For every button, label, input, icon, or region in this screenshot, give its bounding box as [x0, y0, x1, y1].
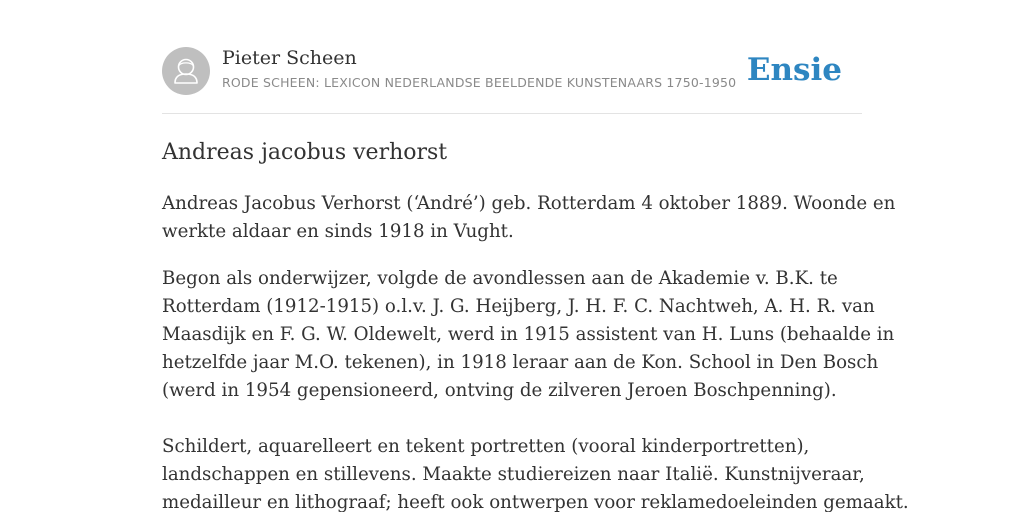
article-title: Andreas jacobus verhorst	[162, 140, 448, 165]
paragraph-line: landschappen en stillevens. Maakte studiereizen naar Italië. Kunstnijveraar,	[162, 464, 865, 485]
paragraph-line: werkte aldaar en sinds 1918 in Vught.	[162, 221, 514, 242]
source-title[interactable]: RODE SCHEEN: LEXICON NEDERLANDSE BEELDENDE KUNSTENAARS 1750-1950	[222, 75, 737, 90]
paragraph-line: Maasdijk en F. G. W. Oldewelt, werd in 1915 assistent van H. Luns (behaalde in	[162, 324, 895, 345]
paragraph-2	[162, 265, 895, 405]
paragraph-line: hetzelfde jaar M.O. tekenen), in 1918 leraar aan de Kon. School in Den Bosch	[162, 352, 879, 373]
paragraph-line: Begon als onderwijzer, volgde de avondlessen aan de Akademie v. B.K. te	[162, 268, 838, 289]
paragraph-line: (werd in 1954 gepensioneerd, ontving de zilveren Jeroen Boschpenning).	[162, 380, 837, 401]
paragraph-line: Rotterdam (1912-1915) o.l.v. J. G. Heijberg, J. H. F. C. Nachtweh, A. H. R. van	[162, 296, 875, 317]
paragraph-1	[162, 190, 896, 246]
paragraph-3	[162, 433, 909, 512]
paragraph-line: medailleur en lithograaf; heeft ook ontwerpen voor reklamedoeleinden gemaakt.	[162, 492, 909, 512]
header-divider	[162, 113, 862, 114]
paragraph-line: Andreas Jacobus Verhorst (‘André’) geb. Rotterdam 4 oktober 1889. Woonde en	[162, 193, 896, 214]
author-name[interactable]: Pieter Scheen	[222, 47, 357, 69]
author-avatar[interactable]	[162, 47, 210, 95]
user-icon	[162, 47, 210, 95]
article-header	[162, 46, 862, 96]
paragraph-line: Schildert, aquarelleert en tekent portretten (vooral kinderportretten),	[162, 436, 810, 457]
article-body	[162, 138, 909, 512]
ensie-logo[interactable]: Ensie	[746, 52, 842, 88]
